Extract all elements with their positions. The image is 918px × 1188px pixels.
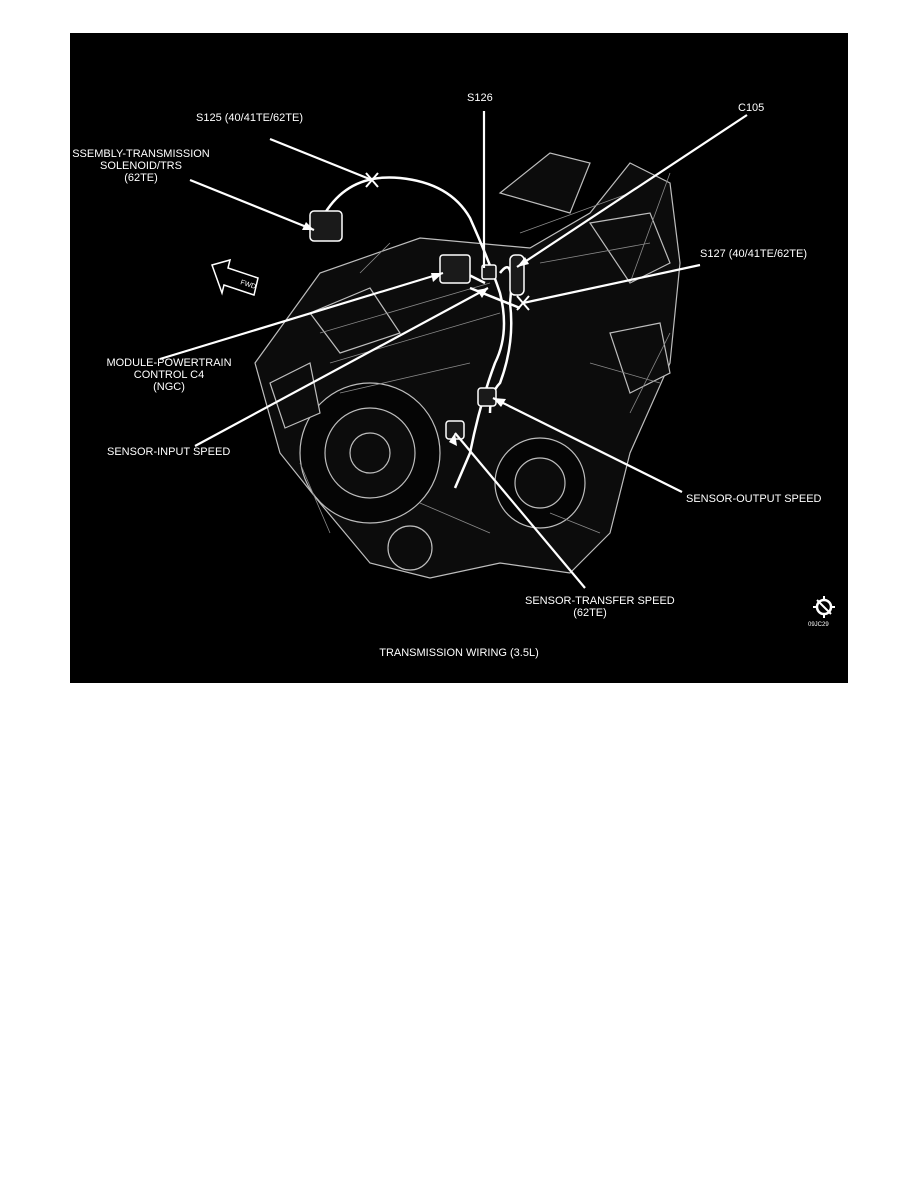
figure-id: 09JC29: [808, 622, 829, 628]
label-solenoid-line-3: (62TE): [124, 172, 158, 184]
label-pcm-line-2: CONTROL C4: [133, 369, 205, 381]
label-transfer-speed-sensor: [525, 595, 675, 619]
label-solenoid-line-1: SSEMBLY-TRANSMISSION: [72, 148, 210, 160]
label-transfer-line-2: (62TE): [573, 607, 607, 619]
label-pcm-line-1: MODULE-POWERTRAIN: [106, 357, 232, 369]
solenoid-connector: [310, 211, 342, 241]
label-solenoid-assembly: [70, 148, 216, 184]
label-transfer-line-1: SENSOR-TRANSFER SPEED: [525, 595, 675, 607]
gear-service-icon: [813, 596, 835, 618]
label-s126: S126: [467, 92, 493, 104]
output-speed-connector: [478, 388, 496, 406]
label-s125: S125 (40/41TE/62TE): [196, 112, 304, 124]
s125-leader: [270, 139, 372, 180]
label-powertrain-module: [94, 357, 244, 393]
label-pcm-line-3: (NGC): [153, 381, 185, 393]
figure-caption: TRANSMISSION WIRING (3.5L): [379, 647, 539, 659]
label-s127: S127 (40/41TE/62TE): [700, 248, 808, 260]
pcm-connector: [440, 255, 470, 283]
svg-text:FWD: FWD: [239, 279, 257, 291]
label-solenoid-line-2: SOLENOID/TRS: [100, 160, 182, 172]
solenoid-leader: [190, 180, 314, 230]
label-c105: C105: [738, 102, 765, 114]
label-input-speed-sensor: SENSOR-INPUT SPEED: [107, 446, 231, 458]
transmission-wiring-figure: [70, 33, 848, 683]
fwd-arrow-icon: [212, 260, 258, 295]
label-output-speed-sensor: SENSOR-OUTPUT SPEED: [686, 493, 822, 505]
